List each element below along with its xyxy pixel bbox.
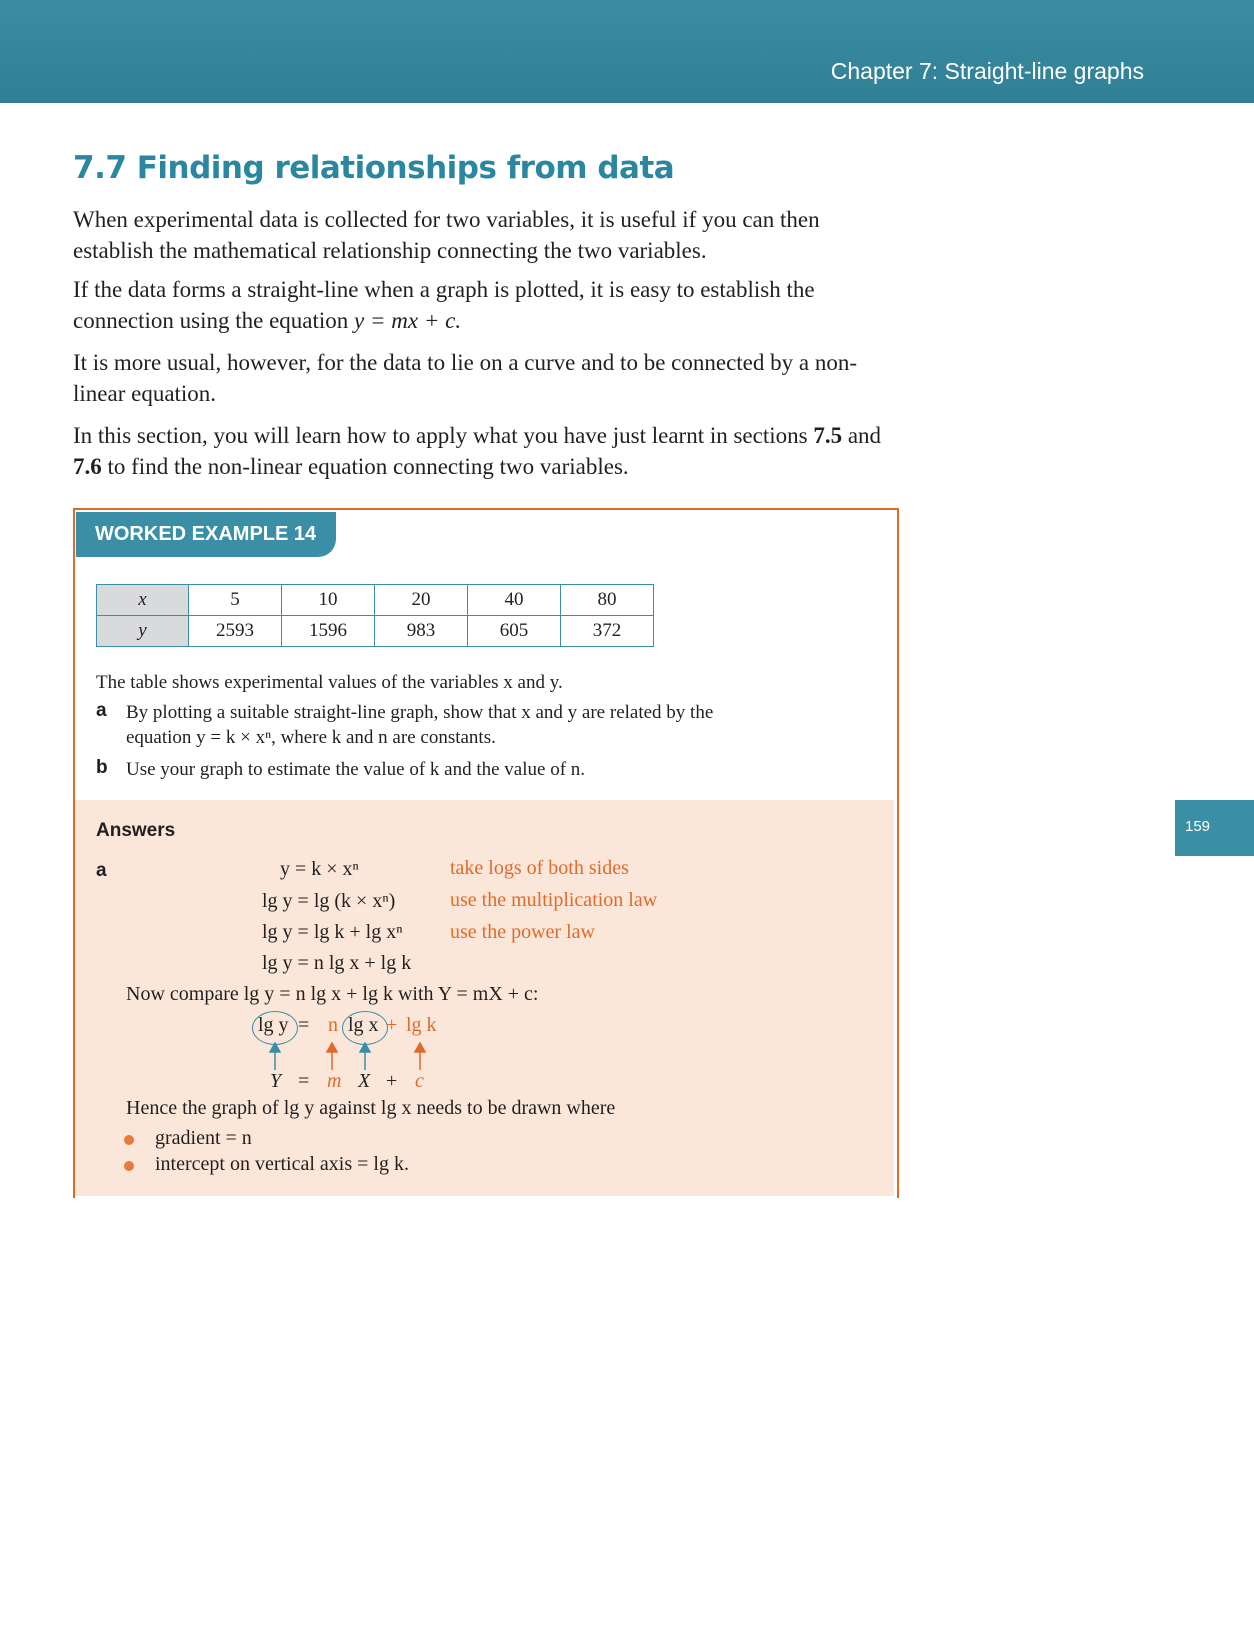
chapter-header-bar <box>0 0 1254 103</box>
arrow-up-icon <box>270 1043 280 1070</box>
equation-1: y = k × xⁿ <box>280 858 359 880</box>
question-b: Use your graph to estimate the value of k and the value of n. <box>126 759 586 780</box>
table-cell: 5 <box>189 585 282 616</box>
equation-2: lg y = lg (k × xⁿ) <box>262 890 396 912</box>
table-row-x <box>97 585 654 616</box>
map-m <box>327 1070 341 1093</box>
map-lg-y: lg y <box>258 1014 289 1036</box>
bullet-intercept: intercept on vertical axis = lg k. <box>155 1153 409 1175</box>
arrow-up-icon <box>360 1043 370 1070</box>
chapter-title: Chapter 7: Straight-line graphs <box>830 58 1144 84</box>
map-equals: = <box>298 1014 310 1036</box>
table-cell: 1596 <box>282 616 375 647</box>
paragraph-1: When experimental data is collected for two variables, it is useful if you can then establish the mathematical relationship connecting the two variables. <box>73 207 820 263</box>
question-a-line-1: By plotting a suitable straight-line graph, show that x and y are related by the <box>126 702 714 723</box>
map-m-text: m <box>327 1070 342 1092</box>
map-X <box>358 1070 370 1093</box>
example-intro: The table shows experimental values of the variables x and y. <box>96 672 563 693</box>
map-plus-2: + <box>386 1070 398 1092</box>
paragraph-4 <box>73 420 903 482</box>
table-cell: 80 <box>561 585 654 616</box>
section-ref-7-6: 7.6 <box>73 454 102 479</box>
table-cell: 372 <box>561 616 654 647</box>
table-cell: 10 <box>282 585 375 616</box>
map-Y-text: Y <box>270 1070 282 1092</box>
note-power-law: use the power law <box>450 921 595 943</box>
bullet-gradient: gradient = n <box>155 1127 252 1149</box>
answer-part-a-label: a <box>96 860 107 881</box>
question-a-label: a <box>96 700 107 721</box>
paragraph-4-and: and <box>847 423 882 448</box>
map-X-text: X <box>358 1070 371 1092</box>
table-cell: 983 <box>375 616 468 647</box>
question-a-line-2: equation y = k × xⁿ, where k and n are constants. <box>126 727 496 748</box>
map-c-text: c <box>415 1070 424 1092</box>
arrow-up-icon <box>327 1043 337 1070</box>
map-lg-x: lg x <box>348 1014 379 1036</box>
map-Y <box>270 1070 281 1093</box>
paragraph-4-text: In this section, you will learn how to apply what you have just learnt in sections <box>73 423 808 448</box>
note-multiplication-law: use the multiplication law <box>450 889 658 911</box>
table-header-y: y <box>97 616 189 647</box>
section-ref-7-5: 7.5 <box>813 423 843 448</box>
question-b-label: b <box>96 757 108 778</box>
map-n: n <box>328 1014 338 1036</box>
map-plus: + <box>386 1014 398 1036</box>
table-cell: 40 <box>468 585 561 616</box>
worked-example-label <box>76 512 336 557</box>
map-c <box>415 1070 424 1093</box>
paragraph-3: It is more usual, however, for the data to lie on a curve and to be connected by a non-linear equation. <box>73 350 857 406</box>
equation-3: lg y = lg k + lg xⁿ <box>262 921 403 943</box>
equation-4: lg y = n lg x + lg k <box>262 952 412 974</box>
compare-line: Now compare lg y = n lg x + lg k with Y = mX + c: <box>126 983 539 1005</box>
table-cell: 2593 <box>189 616 282 647</box>
page-number: 159 <box>1185 818 1211 835</box>
paragraph-2 <box>73 274 903 336</box>
paragraph-2-text: If the data forms a straight-line when a graph is plotted, it is easy to establish the connection using the equation <box>73 277 815 333</box>
table-row-y <box>97 616 654 647</box>
arrow-up-icon <box>415 1043 425 1070</box>
data-table <box>96 584 654 647</box>
map-equals-2: = <box>298 1070 310 1092</box>
table-header-x: x <box>97 585 189 616</box>
hence-line: Hence the graph of lg y against lg x needs to be drawn where <box>126 1097 616 1119</box>
paragraph-2-equation: y = mx + c. <box>354 308 462 333</box>
page-number-tab <box>1175 800 1254 856</box>
paragraph-4-end: to find the non-linear equation connecting two variables. <box>107 454 629 479</box>
map-lg-k: lg k <box>406 1014 437 1036</box>
bullet-icon <box>124 1135 134 1145</box>
note-take-logs: take logs of both sides <box>450 857 629 879</box>
table-cell: 20 <box>375 585 468 616</box>
bullet-icon <box>124 1161 134 1171</box>
answers-heading: Answers <box>96 820 176 841</box>
table-cell: 605 <box>468 616 561 647</box>
section-title: 7.7 Finding relationships from data <box>73 150 675 186</box>
worked-example-label-text: WORKED EXAMPLE 14 <box>95 523 317 545</box>
